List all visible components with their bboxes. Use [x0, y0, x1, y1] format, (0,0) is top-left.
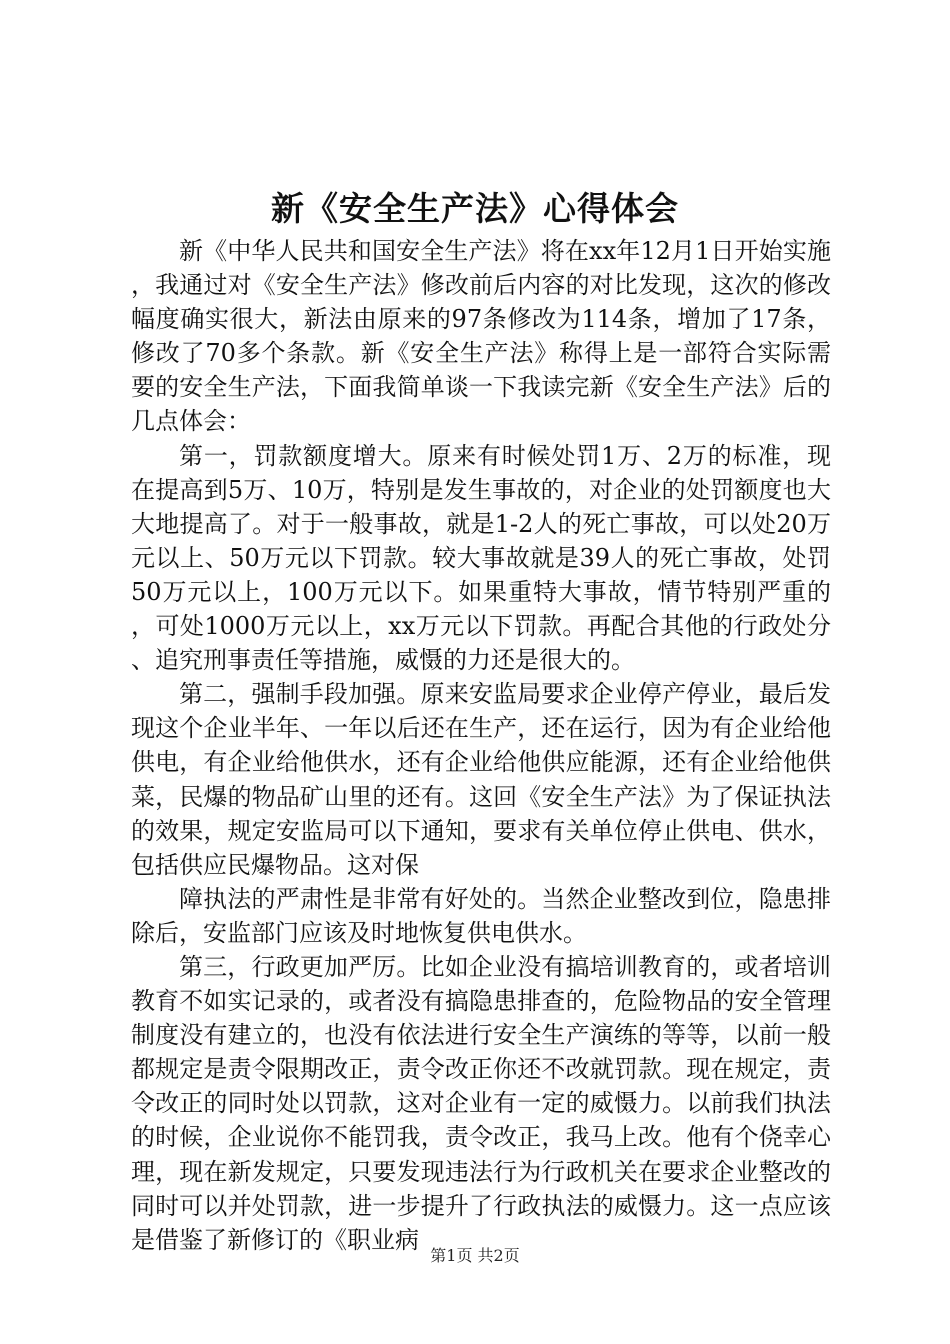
paragraph-point-two: 第二，强制手段加强。原来安监局要求企业停产停业，最后发现这个企业半年、一年以后还在生产，还在运行，因为有企业给他供电，有企业给他供水，还有企业给他供应能源，还有企业给他供菜，民爆的物品矿山里的还有。这回《安全生产法》为了保证执法的效果，规定安监局可以下通知，要求有关单位停止供电、供水，包括供应民爆物品。这对保	[131, 680, 831, 879]
paragraph-point-three: 第三，行政更加严厉。比如企业没有搞培训教育的，或者培训教育不如实记录的，或者没有搞隐患排查的，危险物品的安全管理制度没有建立的，也没有依法进行安全生产演练的等等，以前一般都规定是责令限期改正，责令改正你还不改就罚款。现在规定，责令改正的同时处以罚款，这对企业有一定的威慑力。以前我们执法的时候，企业说你不能罚我，责令改正，我马上改。他有个侥幸心理，现在新发规定，只要发现违法行为行政机关在要求企业整改的同时可以并处罚款，进一步提升了行政执法的威慑力。这一点应该是借鉴了新修订的《职业病	[131, 952, 831, 1254]
paragraph-point-two-continued: 障执法的严肃性是非常有好处的。当然企业整改到位，隐患排除后，安监部门应该及时地恢复供电供水。	[131, 884, 831, 947]
document-title: 新《安全生产法》心得体会	[271, 189, 679, 228]
paragraph-intro: 新《中华人民共和国安全生产法》将在xx年12月1日开始实施，我通过对《安全生产法》修改前后内容的对比发现，这次的修改幅度确实很大，新法由原来的97条修改为114条，增加了17条，修改了70多个条款。新《安全生产法》称得上是一部符合实际需要的安全生产法，下面我简单谈一下我读完新《安全生产法》后的几点体会：	[131, 237, 831, 436]
document-body	[131, 234, 831, 1257]
page-footer: 第1页 共2页	[430, 1246, 520, 1265]
paragraph-point-one: 第一，罚款额度增大。原来有时候处罚1万、2万的标准，现在提高到5万、10万，特别是发生事故的，对企业的处罚额度也大大地提高了。对于一般事故，就是1-2人的死亡事故，可以处20万元以上、50万元以下罚款。较大事故就是39人的死亡事故，处罚50万元以上，100万元以下。如果重特大事故，情节特别严重的，可处1000万元以上，xx万元以下罚款。再配合其他的行政处分、追究刑事责任等措施，威慑的力还是很大的。	[131, 441, 831, 675]
